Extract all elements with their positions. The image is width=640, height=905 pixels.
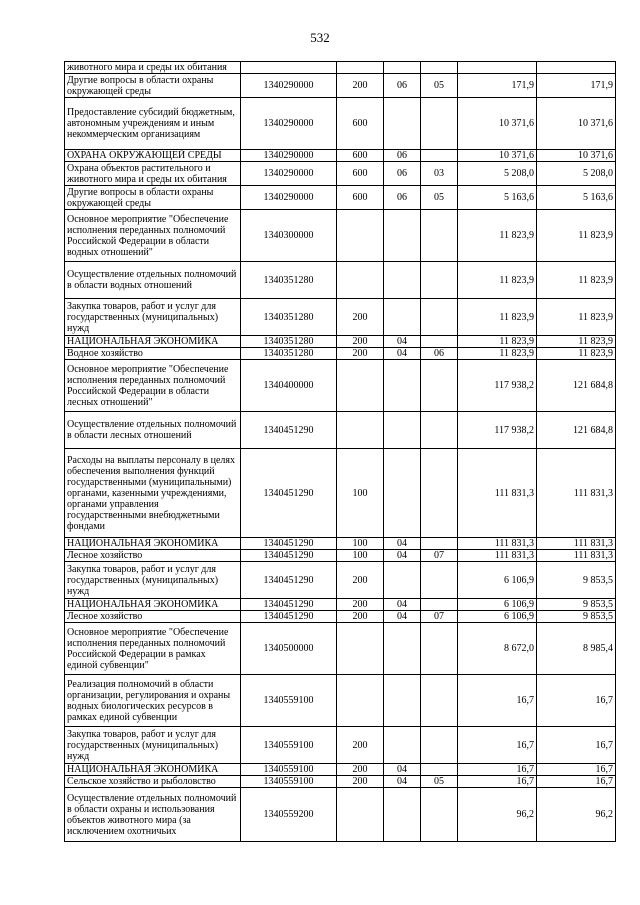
- row-value-1-cell: 5 163,6: [458, 186, 537, 210]
- row-type-cell: [337, 210, 384, 262]
- row-code-cell: 1340290000: [241, 162, 337, 186]
- table-row: [65, 599, 616, 611]
- row-code-cell: 1340451290: [241, 538, 337, 550]
- row-type-cell: [337, 412, 384, 449]
- row-name-cell: Закупка товаров, работ и услуг для государственных (муниципальных) нужд: [65, 299, 241, 336]
- row-type-cell: 200: [337, 776, 384, 788]
- row-code-cell: 1340451290: [241, 412, 337, 449]
- row-value-1-cell: 8 672,0: [458, 623, 537, 675]
- row-name-cell: Сельское хозяйство и рыболовство: [65, 776, 241, 788]
- row-section-cell: 06: [384, 186, 421, 210]
- row-subsection-cell: [421, 150, 458, 162]
- row-value-1-cell: 111 831,3: [458, 550, 537, 562]
- row-name-cell: НАЦИОНАЛЬНАЯ ЭКОНОМИКА: [65, 538, 241, 550]
- table-row: [65, 262, 616, 299]
- table-row: [65, 412, 616, 449]
- row-subsection-cell: [421, 675, 458, 727]
- row-type-cell: 200: [337, 336, 384, 348]
- row-type-cell: 600: [337, 186, 384, 210]
- row-type-cell: 200: [337, 764, 384, 776]
- row-value-2-cell: 171,9: [537, 74, 616, 98]
- row-code-cell: 1340559100: [241, 727, 337, 764]
- row-section-cell: 04: [384, 550, 421, 562]
- row-value-2-cell: 9 853,5: [537, 599, 616, 611]
- row-value-1-cell: 6 106,9: [458, 562, 537, 599]
- row-name-cell: Другие вопросы в области охраны окружающей среды: [65, 74, 241, 98]
- row-value-1-cell: 11 823,9: [458, 262, 537, 299]
- row-code-cell: 1340290000: [241, 98, 337, 150]
- row-type-cell: [337, 675, 384, 727]
- row-type-cell: 200: [337, 562, 384, 599]
- table-row: [65, 562, 616, 599]
- row-value-1-cell: 16,7: [458, 727, 537, 764]
- row-type-cell: 100: [337, 538, 384, 550]
- table-row: [65, 299, 616, 336]
- row-type-cell: 100: [337, 449, 384, 538]
- row-section-cell: [384, 98, 421, 150]
- table-row: [65, 776, 616, 788]
- row-section-cell: [384, 262, 421, 299]
- row-value-2-cell: 121 684,8: [537, 360, 616, 412]
- row-section-cell: 04: [384, 538, 421, 550]
- row-name-cell: Другие вопросы в области охраны окружающей среды: [65, 186, 241, 210]
- row-section-cell: [384, 412, 421, 449]
- row-code-cell: 1340451290: [241, 562, 337, 599]
- row-subsection-cell: [421, 98, 458, 150]
- row-subsection-cell: 05: [421, 74, 458, 98]
- table-row: [65, 98, 616, 150]
- row-type-cell: 200: [337, 727, 384, 764]
- row-name-cell: Закупка товаров, работ и услуг для государственных (муниципальных) нужд: [65, 562, 241, 599]
- table-row: [65, 764, 616, 776]
- row-code-cell: 1340290000: [241, 186, 337, 210]
- row-section-cell: 06: [384, 150, 421, 162]
- row-name-cell: животного мира и среды их обитания: [65, 62, 241, 74]
- row-value-1-cell: 16,7: [458, 764, 537, 776]
- row-section-cell: [384, 62, 421, 74]
- row-section-cell: 04: [384, 776, 421, 788]
- row-value-1-cell: 171,9: [458, 74, 537, 98]
- row-code-cell: 1340290000: [241, 74, 337, 98]
- row-name-cell: Водное хозяйство: [65, 348, 241, 360]
- row-value-2-cell: 121 684,8: [537, 412, 616, 449]
- row-code-cell: 1340500000: [241, 623, 337, 675]
- row-value-1-cell: 6 106,9: [458, 611, 537, 623]
- row-value-2-cell: 10 371,6: [537, 150, 616, 162]
- table-row: [65, 788, 616, 842]
- table-row: [65, 550, 616, 562]
- row-code-cell: 1340559200: [241, 788, 337, 842]
- row-name-cell: Расходы на выплаты персоналу в целях обеспечения выполнения функций государственными (муниципальными) органами, казенными учреждениями, органами управления государственными внебюджетными фондами: [65, 449, 241, 538]
- row-code-cell: 1340351280: [241, 262, 337, 299]
- row-value-1-cell: 10 371,6: [458, 98, 537, 150]
- row-value-1-cell: 11 823,9: [458, 348, 537, 360]
- row-code-cell: [241, 62, 337, 74]
- row-value-2-cell: 111 831,3: [537, 550, 616, 562]
- row-name-cell: НАЦИОНАЛЬНАЯ ЭКОНОМИКА: [65, 336, 241, 348]
- row-code-cell: 1340559100: [241, 776, 337, 788]
- row-value-2-cell: 16,7: [537, 675, 616, 727]
- row-value-2-cell: 10 371,6: [537, 98, 616, 150]
- row-name-cell: НАЦИОНАЛЬНАЯ ЭКОНОМИКА: [65, 599, 241, 611]
- row-value-1-cell: [458, 62, 537, 74]
- row-subsection-cell: [421, 412, 458, 449]
- row-code-cell: 1340451290: [241, 449, 337, 538]
- row-subsection-cell: [421, 764, 458, 776]
- row-value-1-cell: 16,7: [458, 776, 537, 788]
- table-row: [65, 360, 616, 412]
- row-subsection-cell: [421, 538, 458, 550]
- row-type-cell: [337, 623, 384, 675]
- row-name-cell: Осуществление отдельных полномочий в области лесных отношений: [65, 412, 241, 449]
- row-type-cell: 600: [337, 98, 384, 150]
- table-row: [65, 336, 616, 348]
- table-row: [65, 449, 616, 538]
- row-subsection-cell: 07: [421, 550, 458, 562]
- row-value-1-cell: 11 823,9: [458, 299, 537, 336]
- table-row: [65, 186, 616, 210]
- row-section-cell: 04: [384, 336, 421, 348]
- row-value-1-cell: 5 208,0: [458, 162, 537, 186]
- row-type-cell: 600: [337, 150, 384, 162]
- table-row: [65, 348, 616, 360]
- row-value-2-cell: 16,7: [537, 764, 616, 776]
- row-value-2-cell: [537, 62, 616, 74]
- row-value-1-cell: 96,2: [458, 788, 537, 842]
- row-subsection-cell: 05: [421, 776, 458, 788]
- row-code-cell: 1340559100: [241, 675, 337, 727]
- row-name-cell: ОХРАНА ОКРУЖАЮЩЕЙ СРЕДЫ: [65, 150, 241, 162]
- row-value-2-cell: 9 853,5: [537, 611, 616, 623]
- row-section-cell: [384, 449, 421, 538]
- row-value-2-cell: 5 163,6: [537, 186, 616, 210]
- row-subsection-cell: [421, 262, 458, 299]
- row-section-cell: [384, 210, 421, 262]
- row-code-cell: 1340559100: [241, 764, 337, 776]
- row-value-1-cell: 117 938,2: [458, 412, 537, 449]
- row-section-cell: [384, 360, 421, 412]
- row-code-cell: 1340351280: [241, 299, 337, 336]
- row-name-cell: НАЦИОНАЛЬНАЯ ЭКОНОМИКА: [65, 764, 241, 776]
- row-name-cell: Основное мероприятие "Обеспечение исполнения переданных полномочий Российской Федерации в области лесных отношений": [65, 360, 241, 412]
- row-name-cell: Основное мероприятие "Обеспечение исполнения переданных полномочий Российской Федерации в области водных отношений": [65, 210, 241, 262]
- budget-table: [64, 61, 616, 842]
- row-value-2-cell: 11 823,9: [537, 336, 616, 348]
- row-value-1-cell: 117 938,2: [458, 360, 537, 412]
- row-subsection-cell: [421, 299, 458, 336]
- row-code-cell: 1340300000: [241, 210, 337, 262]
- table-row: [65, 74, 616, 98]
- row-value-2-cell: 11 823,9: [537, 210, 616, 262]
- row-type-cell: [337, 62, 384, 74]
- row-code-cell: 1340451290: [241, 611, 337, 623]
- row-subsection-cell: 03: [421, 162, 458, 186]
- row-subsection-cell: [421, 599, 458, 611]
- row-value-1-cell: 111 831,3: [458, 449, 537, 538]
- row-code-cell: 1340290000: [241, 150, 337, 162]
- row-code-cell: 1340400000: [241, 360, 337, 412]
- row-type-cell: 200: [337, 299, 384, 336]
- row-value-2-cell: 16,7: [537, 776, 616, 788]
- row-subsection-cell: 06: [421, 348, 458, 360]
- row-value-2-cell: 111 831,3: [537, 538, 616, 550]
- row-name-cell: Реализация полномочий в области организации, регулирования и охраны водных биологических ресурсов в рамках единой субвенции: [65, 675, 241, 727]
- row-value-2-cell: 5 208,0: [537, 162, 616, 186]
- row-type-cell: 100: [337, 550, 384, 562]
- row-subsection-cell: [421, 336, 458, 348]
- table-row: [65, 62, 616, 74]
- row-section-cell: 04: [384, 348, 421, 360]
- row-value-1-cell: 111 831,3: [458, 538, 537, 550]
- row-type-cell: [337, 360, 384, 412]
- row-value-2-cell: 96,2: [537, 788, 616, 842]
- row-value-2-cell: 11 823,9: [537, 299, 616, 336]
- row-section-cell: [384, 675, 421, 727]
- row-code-cell: 1340351280: [241, 348, 337, 360]
- row-section-cell: [384, 299, 421, 336]
- row-value-1-cell: 11 823,9: [458, 210, 537, 262]
- row-type-cell: [337, 262, 384, 299]
- table-row: [65, 727, 616, 764]
- row-value-1-cell: 10 371,6: [458, 150, 537, 162]
- row-value-1-cell: 16,7: [458, 675, 537, 727]
- row-name-cell: Закупка товаров, работ и услуг для государственных (муниципальных) нужд: [65, 727, 241, 764]
- row-section-cell: 04: [384, 764, 421, 776]
- row-type-cell: [337, 788, 384, 842]
- row-section-cell: 04: [384, 599, 421, 611]
- row-section-cell: [384, 727, 421, 764]
- table-row: [65, 623, 616, 675]
- row-type-cell: 200: [337, 74, 384, 98]
- row-name-cell: Охрана объектов растительного и животного мира и среды их обитания: [65, 162, 241, 186]
- row-value-2-cell: 8 985,4: [537, 623, 616, 675]
- row-subsection-cell: 05: [421, 186, 458, 210]
- row-value-1-cell: 6 106,9: [458, 599, 537, 611]
- row-name-cell: Осуществление отдельных полномочий в области водных отношений: [65, 262, 241, 299]
- row-type-cell: 600: [337, 162, 384, 186]
- table-row: [65, 611, 616, 623]
- row-subsection-cell: [421, 62, 458, 74]
- row-section-cell: 06: [384, 74, 421, 98]
- row-section-cell: 04: [384, 611, 421, 623]
- page-number: 532: [310, 30, 330, 45]
- row-type-cell: 200: [337, 599, 384, 611]
- row-value-2-cell: 9 853,5: [537, 562, 616, 599]
- row-section-cell: 06: [384, 162, 421, 186]
- row-value-2-cell: 111 831,3: [537, 449, 616, 538]
- table-row: [65, 162, 616, 186]
- table-row: [65, 210, 616, 262]
- row-type-cell: 200: [337, 611, 384, 623]
- row-name-cell: Предоставление субсидий бюджетным, автономным учреждениям и иным некоммерческим организациям: [65, 98, 241, 150]
- row-code-cell: 1340351280: [241, 336, 337, 348]
- row-name-cell: Лесное хозяйство: [65, 611, 241, 623]
- row-subsection-cell: 07: [421, 611, 458, 623]
- row-name-cell: Основное мероприятие "Обеспечение исполнения переданных полномочий Российской Федерации в рамках единой субвенции": [65, 623, 241, 675]
- row-value-2-cell: 11 823,9: [537, 348, 616, 360]
- row-name-cell: Лесное хозяйство: [65, 550, 241, 562]
- row-type-cell: 200: [337, 348, 384, 360]
- row-subsection-cell: [421, 562, 458, 599]
- table-row: [65, 538, 616, 550]
- row-section-cell: [384, 788, 421, 842]
- row-subsection-cell: [421, 727, 458, 764]
- table-row: [65, 675, 616, 727]
- table-row: [65, 150, 616, 162]
- row-value-2-cell: 11 823,9: [537, 262, 616, 299]
- row-value-1-cell: 11 823,9: [458, 336, 537, 348]
- row-value-2-cell: 16,7: [537, 727, 616, 764]
- row-code-cell: 1340451290: [241, 599, 337, 611]
- row-subsection-cell: [421, 449, 458, 538]
- row-code-cell: 1340451290: [241, 550, 337, 562]
- row-subsection-cell: [421, 210, 458, 262]
- row-subsection-cell: [421, 360, 458, 412]
- row-subsection-cell: [421, 623, 458, 675]
- row-section-cell: [384, 623, 421, 675]
- row-section-cell: [384, 562, 421, 599]
- row-subsection-cell: [421, 788, 458, 842]
- row-name-cell: Осуществление отдельных полномочий в области охраны и использования объектов животного мира (за исключением охотничьих: [65, 788, 241, 842]
